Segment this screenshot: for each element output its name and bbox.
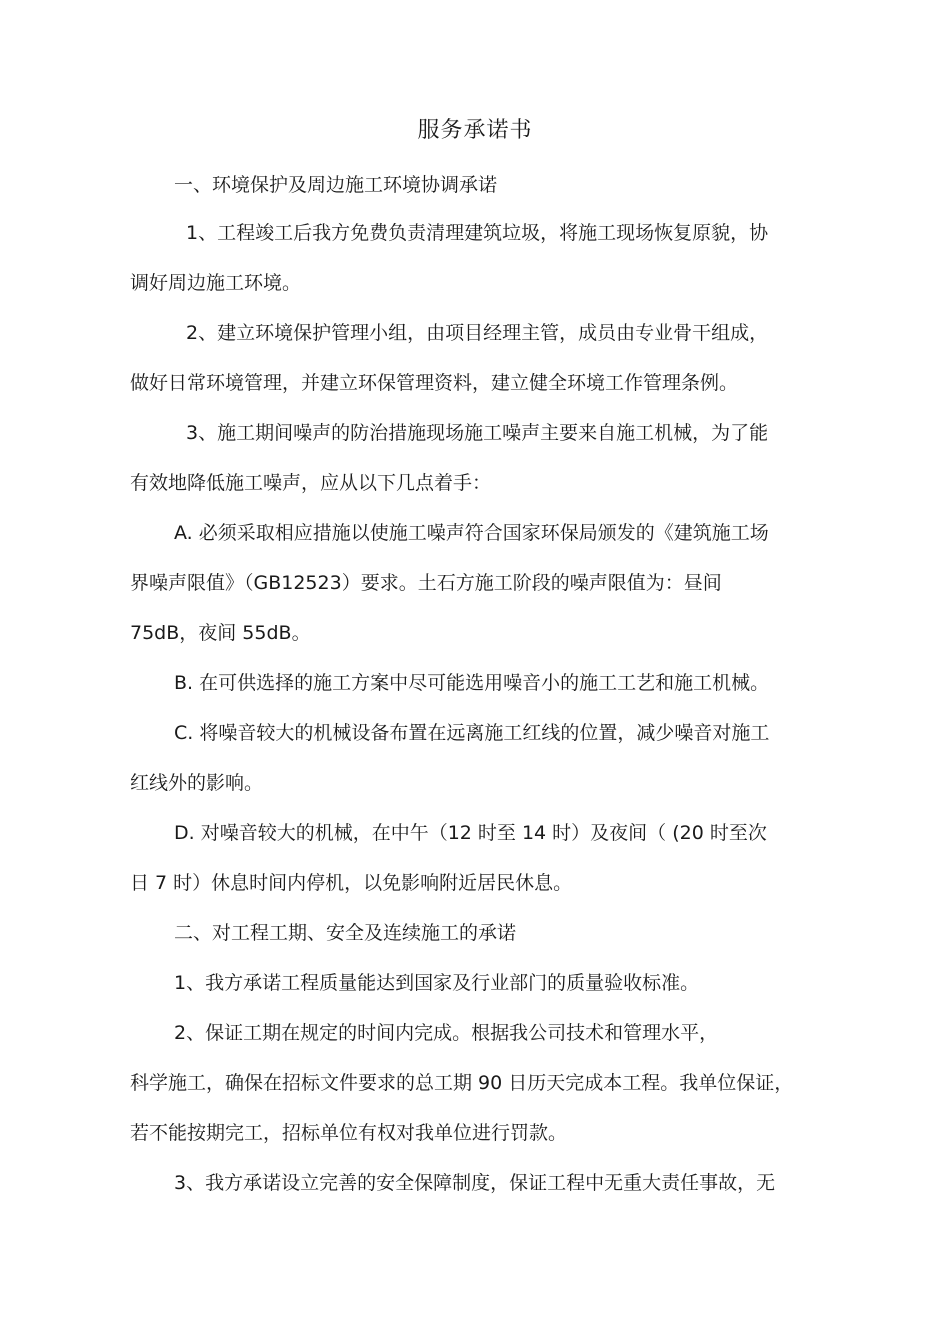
paragraph-line: 75dB，夜间 55dB。 — [130, 622, 311, 644]
paragraph-line: 日 7 时）休息时间内停机，以免影响附近居民休息。 — [130, 872, 573, 894]
paragraph-line: 有效地降低施工噪声，应从以下几点着手： — [130, 472, 492, 494]
paragraph-line: 1、工程竣工后我方免费负责清理建筑垃圾，将施工现场恢复原貌，协 — [186, 222, 769, 244]
paragraph-line: 做好日常环境管理，并建立环保管理资料，建立健全环境工作管理条例。 — [130, 372, 739, 394]
paragraph-line: 科学施工，确保在招标文件要求的总工期 90 日历天完成本工程。我单位保证， — [130, 1072, 794, 1094]
paragraph-line: 调好周边施工环境。 — [130, 272, 302, 294]
paragraph-line: A. 必须采取相应措施以使施工噪声符合国家环保局颁发的《建筑施工场 — [174, 522, 769, 544]
paragraph-line: 若不能按期完工，招标单位有权对我单位进行罚款。 — [130, 1122, 568, 1144]
paragraph-line: B. 在可供选择的施工方案中尽可能选用噪音小的施工工艺和施工机械。 — [174, 672, 770, 694]
paragraph-line: 界噪声限值》（GB12523）要求。土石方施工阶段的噪声限值为：昼间 — [130, 572, 722, 594]
paragraph-line: 2、保证工期在规定的时间内完成。根据我公司技术和管理水平， — [174, 1022, 719, 1044]
section-heading-1: 一、环境保护及周边施工环境协调承诺 — [174, 174, 498, 196]
paragraph-line: 1、我方承诺工程质量能达到国家及行业部门的质量验收标准。 — [174, 972, 700, 994]
paragraph-line: 3、我方承诺设立完善的安全保障制度，保证工程中无重大责任事故，无 — [174, 1172, 776, 1194]
paragraph-line: 2、建立环境保护管理小组，由项目经理主管，成员由专业骨干组成， — [186, 322, 769, 344]
section-heading-2: 二、对工程工期、安全及连续施工的承诺 — [174, 922, 517, 944]
paragraph-line: 3、施工期间噪声的防治措施现场施工噪声主要来自施工机械，为了能 — [186, 422, 769, 444]
document-title: 服务承诺书 — [417, 118, 533, 143]
paragraph-line: 红线外的影响。 — [130, 772, 264, 794]
paragraph-line: D. 对噪音较大的机械，在中午（12 时至 14 时）及夜间（ (20 时至次 — [174, 822, 767, 844]
paragraph-line: C. 将噪音较大的机械设备布置在远离施工红线的位置，减少噪音对施工 — [174, 722, 770, 744]
